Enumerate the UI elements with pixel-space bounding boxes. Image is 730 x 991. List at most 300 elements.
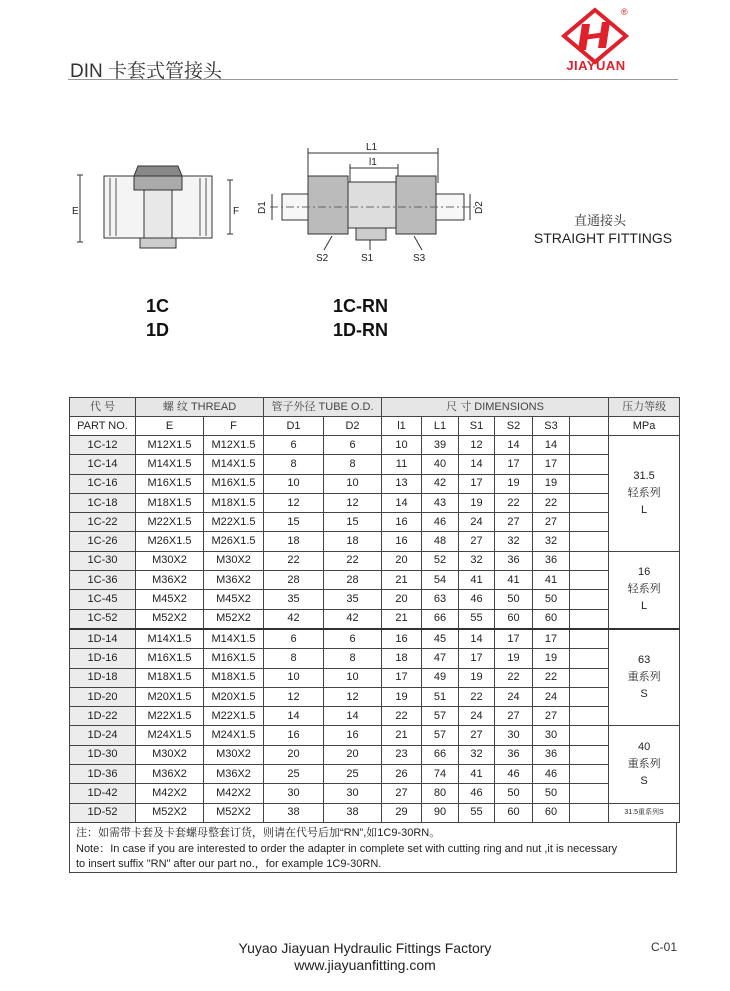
table-cell: 10 [324,474,382,493]
table-cell: 32 [495,532,533,551]
table-cell: M36X2 [136,765,204,784]
table-cell: 50 [533,590,570,609]
table-cell: M36X2 [204,571,264,590]
table-cell: 66 [422,609,459,629]
blank-cell [570,707,609,726]
table-cell: 41 [459,765,495,784]
blank-cell [570,784,609,803]
footer-website[interactable]: www.jiayuanfitting.com [294,957,436,973]
order-note [69,822,677,873]
part-number-cell: 1C-36 [70,571,136,590]
label-E: E [72,206,79,217]
table-cell: 20 [324,745,382,764]
table-cell: 63 [422,590,459,609]
table-cell: 36 [495,745,533,764]
table-cell: 6 [324,629,382,649]
table-cell: M16X1.5 [136,649,204,668]
table-cell: 19 [533,649,570,668]
brand-name: JIAYUAN [566,58,626,73]
table-cell: 11 [382,455,422,474]
part-number-cell: 1C-12 [70,436,136,455]
table-cell: M18X1.5 [204,493,264,512]
table-cell: 41 [459,571,495,590]
table-row [70,765,680,784]
pressure-rating-cell [609,629,680,726]
table-cell: 43 [422,493,459,512]
pressure-rating-cell [609,726,680,803]
table-cell: 30 [264,784,324,803]
table-cell: 6 [264,629,324,649]
part-number-cell: 1D-18 [70,668,136,687]
table-cell: 30 [533,726,570,745]
table-row [70,513,680,532]
pressure-rating-line: 轻系列 [627,486,661,499]
table-cell: 36 [495,551,533,570]
table-cell: M36X2 [136,571,204,590]
pressure-rating-cell [609,551,680,629]
table-cell: 25 [264,765,324,784]
table-cell: 26 [382,765,422,784]
table-cell: 46 [533,765,570,784]
table-cell: 16 [264,726,324,745]
page-title: DIN 卡套式管接头 [70,61,223,82]
pressure-rating-line: 轻系列 [627,583,661,596]
label-F: F [233,206,240,217]
table-cell: 16 [324,726,382,745]
table-cell: 14 [495,436,533,455]
table-cell: M16X1.5 [204,649,264,668]
table-row [70,436,680,455]
table-cell: 17 [533,629,570,649]
table-cell: 27 [459,726,495,745]
table-cell: M14X1.5 [136,629,204,649]
label-D1: D1 [257,201,268,214]
table-cell: 22 [459,687,495,706]
table-cell: M18X1.5 [136,493,204,512]
table-cell: 38 [324,803,382,822]
table-cell: 8 [264,455,324,474]
table-cell: 22 [533,493,570,512]
table-cell: 27 [382,784,422,803]
table-row [70,784,680,803]
label-S1: S1 [361,253,374,264]
blank-cell [570,629,609,649]
table-cell: 45 [422,629,459,649]
header-code-cn: 代 号 [70,398,136,417]
table-cell: M36X2 [204,765,264,784]
table-cell: 35 [264,590,324,609]
table-cell: M30X2 [204,551,264,570]
table-row [70,455,680,474]
pressure-rating-line: 重系列 [627,758,661,771]
table-cell: 19 [382,687,422,706]
pressure-rating-line: L [641,600,648,613]
table-cell: 12 [459,436,495,455]
pressure-rating-line: 16 [637,566,651,579]
table-cell: 6 [324,436,382,455]
header-divider [68,79,678,80]
blank-cell [570,551,609,570]
model-label: 1C [146,296,170,316]
table-cell: 32 [459,745,495,764]
table-cell: 18 [264,532,324,551]
table-cell: 42 [324,609,382,629]
table-cell: 10 [264,474,324,493]
table-cell: 22 [495,493,533,512]
table-cell: 12 [264,687,324,706]
col-header-D2: D2 [324,417,382,436]
header-dimensions: 尺 寸 DIMENSIONS [382,398,609,417]
table-cell: 50 [495,590,533,609]
blank-cell [570,668,609,687]
table-cell: 22 [264,551,324,570]
table-cell: 19 [495,649,533,668]
table-cell: M42X2 [136,784,204,803]
table-cell: 24 [459,707,495,726]
col-header-blank [570,417,609,436]
part-number-cell: 1C-22 [70,513,136,532]
table-cell: M30X2 [136,551,204,570]
table-cell: 46 [459,590,495,609]
table-cell: 35 [324,590,382,609]
part-number-cell: 1D-14 [70,629,136,649]
blank-cell [570,687,609,706]
table-row [70,687,680,706]
table-cell: M24X1.5 [204,726,264,745]
table-cell: 8 [324,649,382,668]
pressure-rating-line: S [640,775,648,788]
table-cell: M14X1.5 [204,629,264,649]
table-cell: 38 [264,803,324,822]
table-cell: 22 [495,668,533,687]
table-cell: M20X1.5 [136,687,204,706]
table-cell: 27 [459,532,495,551]
table-cell: M52X2 [136,803,204,822]
table-cell: 28 [324,571,382,590]
table-cell: 21 [382,571,422,590]
blank-cell [570,436,609,455]
part-number-cell: 1D-30 [70,745,136,764]
table-cell: 57 [422,707,459,726]
model-label: 1C-RN [333,296,389,316]
table-cell: 17 [459,649,495,668]
table-cell: 22 [533,668,570,687]
blank-cell [570,571,609,590]
blank-cell [570,493,609,512]
table-row [70,707,680,726]
table-cell: 46 [422,513,459,532]
label-D2: D2 [474,201,485,214]
table-cell: 41 [533,571,570,590]
table-cell: 12 [324,687,382,706]
table-cell: 51 [422,687,459,706]
part-number-cell: 1D-42 [70,784,136,803]
table-cell: 17 [459,474,495,493]
table-cell: 39 [422,436,459,455]
dimensions-table [69,397,680,823]
registered-mark: ® [621,7,628,17]
col-header-D1: D1 [264,417,324,436]
col-header-S3: S3 [533,417,570,436]
table-cell: 60 [495,609,533,629]
table-body [70,436,680,823]
table-cell: M12X1.5 [136,436,204,455]
model-label: 1D [146,320,170,340]
table-row [70,726,680,745]
pressure-rating-cell [609,436,680,552]
table-cell: 42 [264,609,324,629]
table-cell: 17 [382,668,422,687]
table-cell: 19 [459,493,495,512]
table-cell: 14 [264,707,324,726]
table-cell: 22 [382,707,422,726]
table-cell: 17 [495,455,533,474]
table-cell: 21 [382,726,422,745]
table-cell: 14 [324,707,382,726]
part-number-cell: 1C-14 [70,455,136,474]
table-cell: 20 [382,551,422,570]
table-cell: 54 [422,571,459,590]
table-cell: 14 [459,629,495,649]
part-number-cell: 1D-22 [70,707,136,726]
table-cell: 55 [459,609,495,629]
footer-company: Yuyao Jiayuan Hydraulic Fittings Factory [238,940,492,956]
table-row [70,649,680,668]
pressure-rating-line: 40 [637,741,651,754]
table-cell: M22X1.5 [136,707,204,726]
header-pressure-cn: 压力等级 [609,398,680,417]
table-cell: M45X2 [204,590,264,609]
table-cell: 17 [495,629,533,649]
table-cell: 6 [264,436,324,455]
note-en-line2: to insert suffix "RN" after our part no.，for example 1C9-30RN. [76,858,382,870]
table-cell: 18 [324,532,382,551]
header-thread: 螺 纹 THREAD [136,398,264,417]
table-cell: 24 [533,687,570,706]
table-cell: 19 [459,668,495,687]
table-cell: 27 [533,707,570,726]
table-cell: 24 [459,513,495,532]
table-cell: 42 [422,474,459,493]
col-header-l1: l1 [382,417,422,436]
table-cell: 24 [495,687,533,706]
table-cell: 90 [422,803,459,822]
table-cell: 40 [422,455,459,474]
pressure-rating-line: 63 [637,654,651,667]
table-row [70,668,680,687]
table-row [70,493,680,512]
col-header-S1: S1 [459,417,495,436]
table-cell: M18X1.5 [204,668,264,687]
part-number-cell: 1C-16 [70,474,136,493]
table-cell: 21 [382,609,422,629]
table-cell: M52X2 [204,803,264,822]
table-cell: 55 [459,803,495,822]
pressure-rating-line: S [640,688,648,701]
pressure-rating-cell [609,803,680,822]
table-row [70,532,680,551]
note-cn: 注：如需带卡套及卡套螺母整套订货，则请在代号后加“RN”,如1C9-30RN。 [76,827,441,839]
blank-cell [570,513,609,532]
table-row [70,590,680,609]
table-cell: 22 [324,551,382,570]
col-header-F: F [204,417,264,436]
part-number-cell: 1C-18 [70,493,136,512]
table-cell: 41 [495,571,533,590]
table-cell: 74 [422,765,459,784]
blank-cell [570,609,609,629]
table-cell: M30X2 [136,745,204,764]
page-number: C-01 [651,940,678,954]
table-cell: 15 [264,513,324,532]
table-cell: 50 [495,784,533,803]
table-cell: 36 [533,745,570,764]
table-cell: 29 [382,803,422,822]
table-cell: M16X1.5 [136,474,204,493]
table-cell: 16 [382,629,422,649]
table-cell: 18 [382,649,422,668]
product-name-cn: 直通接头 [573,213,626,228]
table-cell: 32 [459,551,495,570]
table-cell: M20X1.5 [204,687,264,706]
label-S2: S2 [316,253,329,264]
blank-cell [570,726,609,745]
table-row [70,609,680,629]
col-header-L1: L1 [422,417,459,436]
part-number-cell: 1C-30 [70,551,136,570]
header-pressure-unit: MPa [609,417,680,436]
table-cell: 27 [495,513,533,532]
pressure-rating-line: L [641,503,648,516]
table-cell: 13 [382,474,422,493]
note-en-line1: Note：In case if you are interested to order the adapter in complete set with cutting ring and nut ,it is necessary [76,842,618,855]
table-cell: 12 [264,493,324,512]
label-S3: S3 [413,253,426,264]
table-cell: M22X1.5 [204,513,264,532]
product-name-en: STRAIGHT FITTINGS [533,230,673,246]
table-cell: 46 [459,784,495,803]
table-cell: 14 [533,436,570,455]
table-cell: 48 [422,532,459,551]
blank-cell [570,474,609,493]
table-cell: 80 [422,784,459,803]
table-cell: 8 [264,649,324,668]
pressure-rating-line: 重系列 [627,671,661,684]
table-cell: 57 [422,726,459,745]
blank-cell [570,455,609,474]
col-header-S2: S2 [495,417,533,436]
pressure-rating-line: 31.5 [633,469,655,482]
part-number-cell: 1D-16 [70,649,136,668]
table-cell: M26X1.5 [204,532,264,551]
table-cell: M45X2 [136,590,204,609]
blank-cell [570,590,609,609]
table-cell: 27 [533,513,570,532]
table-row [70,474,680,493]
table-cell: 15 [324,513,382,532]
table-cell: M52X2 [136,609,204,629]
table-cell: M16X1.5 [204,474,264,493]
table-cell: M30X2 [204,745,264,764]
table-cell: 60 [495,803,533,822]
table-cell: M26X1.5 [136,532,204,551]
table-cell: M52X2 [204,609,264,629]
table-cell: 52 [422,551,459,570]
table-row [70,571,680,590]
table-cell: 16 [382,513,422,532]
table-cell: M14X1.5 [136,455,204,474]
table-row [70,629,680,649]
part-number-cell: 1D-24 [70,726,136,745]
part-number-cell: 1D-52 [70,803,136,822]
blank-cell [570,803,609,822]
table-cell: 23 [382,745,422,764]
header-tube-od: 管子外径 TUBE O.D. [264,398,382,417]
table-row [70,745,680,764]
header-part-no: PART NO. [70,417,136,436]
table-cell: 12 [324,493,382,512]
table-cell: M14X1.5 [204,455,264,474]
blank-cell [570,649,609,668]
part-number-cell: 1C-45 [70,590,136,609]
table-cell: M18X1.5 [136,668,204,687]
model-label: 1D-RN [333,320,389,340]
part-number-cell: 1C-52 [70,609,136,629]
part-number-cell: 1D-36 [70,765,136,784]
table-cell: 30 [495,726,533,745]
label-L1: L1 [366,142,378,153]
blank-cell [570,765,609,784]
table-cell: 20 [382,590,422,609]
label-l1: l1 [369,157,377,168]
table-cell: 10 [264,668,324,687]
part-number-cell: 1D-20 [70,687,136,706]
table-cell: 50 [533,784,570,803]
table-cell: 47 [422,649,459,668]
table-cell: M22X1.5 [136,513,204,532]
table-cell: 66 [422,745,459,764]
blank-cell [570,745,609,764]
table-cell: 30 [324,784,382,803]
table-cell: 27 [495,707,533,726]
table-cell: M42X2 [204,784,264,803]
table-row [70,551,680,570]
table-cell: M12X1.5 [204,436,264,455]
table-cell: 46 [495,765,533,784]
table-cell: 17 [533,455,570,474]
table-cell: 8 [324,455,382,474]
table-cell: 20 [264,745,324,764]
table-cell: 19 [495,474,533,493]
table-cell: 25 [324,765,382,784]
table-cell: M24X1.5 [136,726,204,745]
table-cell: 49 [422,668,459,687]
table-cell: 60 [533,803,570,822]
pressure-rating-line: 31.5重系列S [624,809,664,817]
fitting-drawing [70,138,500,278]
table-cell: 60 [533,609,570,629]
table-cell: 14 [382,493,422,512]
table-cell: 36 [533,551,570,570]
col-header-E: E [136,417,204,436]
table-row [70,803,680,822]
table-cell: 14 [459,455,495,474]
table-cell: 32 [533,532,570,551]
table-cell: 10 [324,668,382,687]
table-cell: 19 [533,474,570,493]
table-cell: 16 [382,532,422,551]
table-cell: 28 [264,571,324,590]
